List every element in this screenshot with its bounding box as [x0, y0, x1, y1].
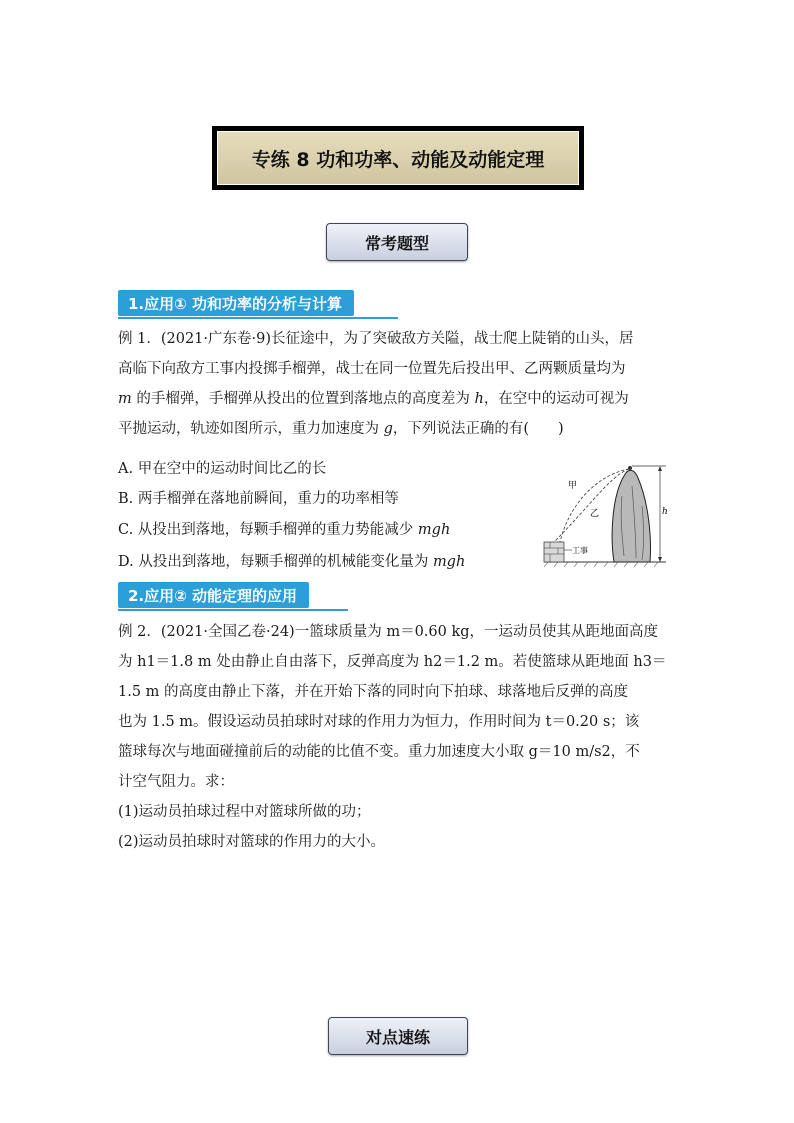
option-d: D. 从投出到落地，每颗手榴弹的机械能变化量为 mgh — [118, 554, 466, 570]
example-1-line-1: 例 1．(2021·广东卷·9)长征途中，为了突破敌方关隘，战士爬上陡销的山头，居 — [118, 331, 634, 347]
question-1: (1)运动员拍球过程中对篮球所做的功； — [118, 804, 371, 820]
example-2-line-3: 1.5 m 的高度由静止下落，并在开始下落的同时向下拍球、球落地后反弹的高度 — [118, 684, 629, 700]
mountain-shape — [612, 470, 650, 562]
section-1-label: 1.应用① 功和功率的分析与计算 — [118, 290, 354, 316]
option-c: C. 从投出到落地，每颗手榴弹的重力势能减少 mgh — [118, 522, 451, 538]
section-2-header — [118, 582, 348, 608]
trajectory-figure — [540, 456, 670, 568]
badge-common-types: 常考题型 — [326, 223, 468, 261]
title-box — [212, 126, 584, 190]
example-1-line-2: 高临下向敌方工事内投掷手榴弹，战士在同一位置先后投出甲、乙两颗质量均为 — [118, 361, 626, 377]
label-jia: 甲 — [568, 481, 578, 491]
section-1-header — [118, 290, 398, 316]
section-2-label: 2.应用② 动能定理的应用 — [118, 582, 309, 608]
example-2-line-5: 篮球每次与地面碰撞前后的动能的比值不变。重力加速度大小取 g＝10 m/s2，不 — [118, 744, 640, 760]
example-1-stem — [118, 324, 678, 444]
question-2: (2)运动员拍球时对篮球的作用力的大小。 — [118, 834, 386, 850]
label-gongshi: 工事 — [572, 546, 588, 555]
label-yi: 乙 — [590, 509, 600, 519]
example-2-line-1: 例 2．(2021·全国乙卷·24)一篮球质量为 m＝0.60 kg，一运动员使其从距地面高度 — [118, 624, 659, 640]
example-1-line-3: m 的手榴弹，手榴弹从投出的位置到落地点的高度差为 h，在空中的运动可视为 — [118, 391, 629, 407]
example-2-stem — [118, 617, 678, 857]
label-h: h — [662, 507, 668, 517]
example-2-line-6: 计空气阻力。求： — [118, 774, 234, 790]
bunker-shape — [544, 542, 564, 562]
option-a: A. 甲在空中的运动时间比乙的长 — [118, 461, 327, 477]
section-1-underline — [118, 317, 398, 319]
example-2-line-4: 也为 1.5 m。假设运动员拍球时对球的作用力为恒力，作用时间为 t＝0.20 s；该 — [118, 714, 640, 730]
option-b: B. 两手榴弹在落地前瞬间，重力的功率相等 — [118, 491, 399, 507]
badge-practice: 对点速练 — [328, 1017, 468, 1055]
section-2-underline — [118, 609, 348, 611]
example-2-line-2: 为 h1＝1.8 m 处由静止自由落下，反弹高度为 h2＝1.2 m。若使篮球从距地面 h3＝ — [118, 654, 667, 670]
page-title: 专练 8 功和功率、动能及动能定理 — [217, 131, 579, 185]
example-1-line-4: 平抛运动，轨迹如图所示，重力加速度为 g，下列说法正确的有( ) — [118, 421, 564, 437]
